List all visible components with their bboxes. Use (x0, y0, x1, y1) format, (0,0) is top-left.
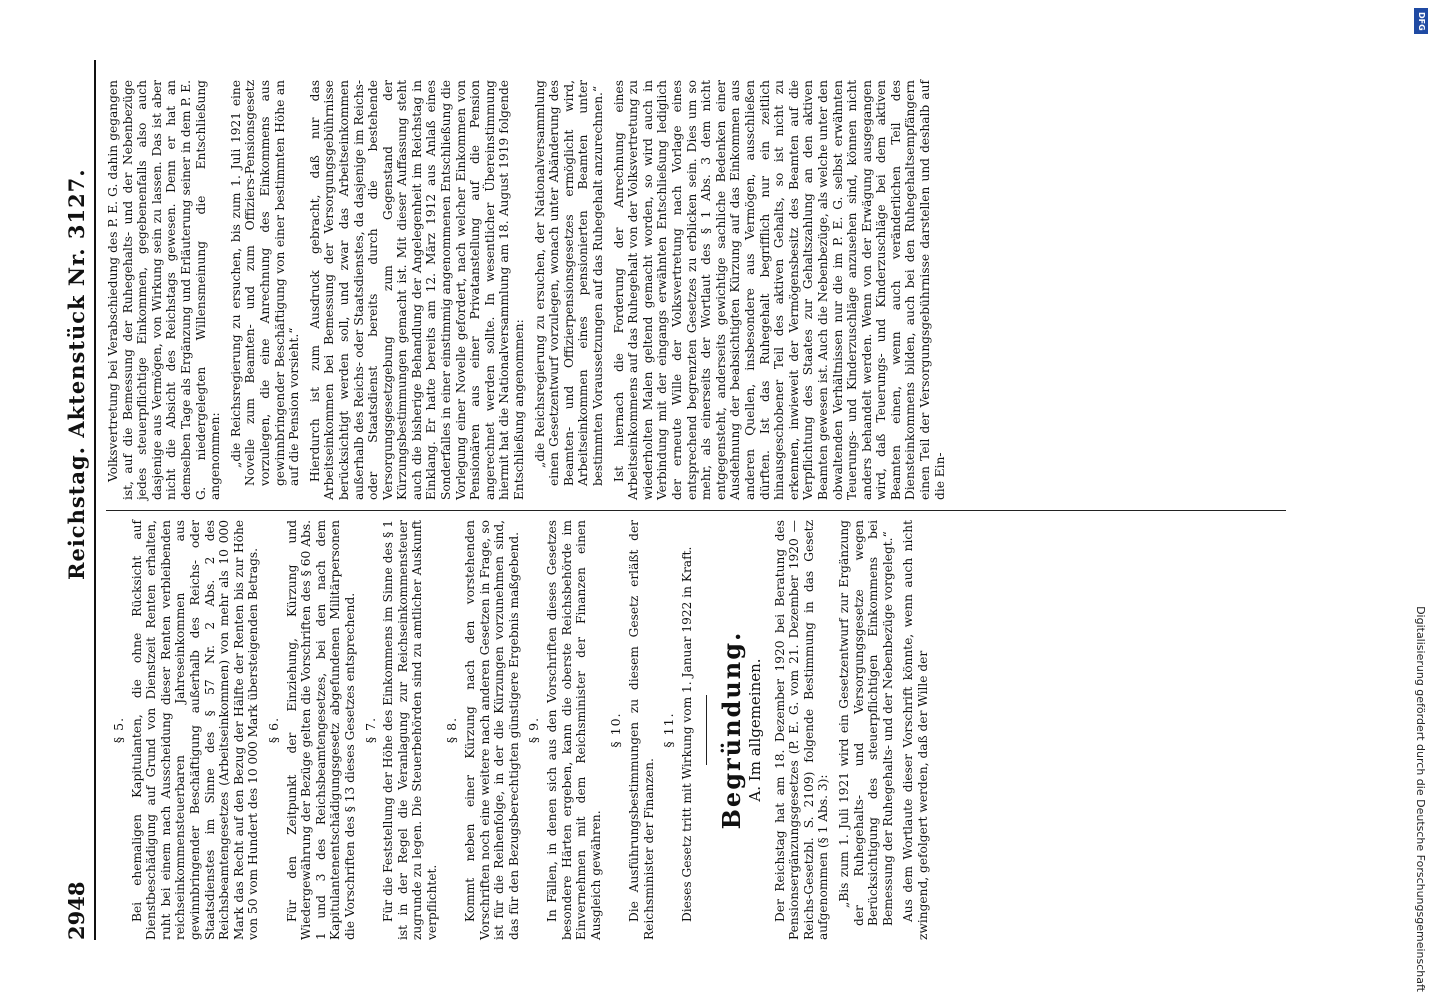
digitization-stamp (1410, 8, 1430, 992)
section-heading-7: § 7. (362, 716, 378, 744)
quote-paragraph: „die Reichsregierung zu ersuchen, bis zum 1. Juli 1921 eine Novelle zum Beamten- und zum Offiziers-Pensionsgesetz vorzulegen, die eine Anrechnung des Einkommens aus gewinnbringender Beschäftigung von einer bestimmten Höhe an auf die Pension vorsieht.“ (228, 80, 302, 486)
quote-paragraph: „Bis zum 1. Juli 1921 wird ein Gesetzentwurf zur Ergänzung der Ruhegehalts- und Versorgungsgesetze wegen Berücksichtigung des steuerpflichtigen Einkommens bei Bemessung der Ruhegehalts- und der Nebenbezüge vorgelegt.“ (836, 520, 895, 926)
section-text-11: Dieses Gesetz tritt mit Wirkung vom 1. Januar 1922 in Kraft. (679, 546, 694, 922)
section-text-8: Kommt neben einer Kürzung nach den vorstehenden Vorschriften noch eine weitere nach anderen Gesetzen in Frage, so ist für die Reihenfolge, in der die Kürzungen vorzunehmen sind, das für den Bezugsberechtigten günstigere Ergebnis maßgebend. (463, 520, 521, 940)
body-paragraph: Volksvertretung bei Verabschiedung des P. E. G. dahin gegangen ist, auf die Bemessung der Ruhegehalts- und der Nebenbezüge jedes steuerpflichtige Einkommen, gegebenenfalls also auch dasjenige aus Vermögen, von Wirkung sein zu lassen. Das ist aber nicht die Absicht des Reichstags gewesen. Denn er hat an demselben Tage als Ergänzung und Erläuterung seiner in dem P. E. G. niedergelegten Willensmeinung die Entschließung angenommen: (106, 80, 223, 500)
body-paragraph: Der Reichstag hat am 18. Dezember 1920 bei Beratung des Pensionsergänzungsgesetzes (P. E. G. vom 21. Dezember 1920 — Reichs-Gesetzbl. S. 2109) folgende Bestimmung in das Gesetz aufgenommen (§ 1 Abs. 3): (772, 520, 831, 940)
document-sheet (60, 60, 1350, 940)
section-title: Begründung. (717, 630, 747, 830)
body-paragraph: Hierdurch ist zum Ausdruck gebracht, daß nur das Arbeitseinkommen bei Bemessung der Versorgungsgebührnisse berücksichtigt werden soll, und zwar das Arbeitseinkommen außerhalb des Reichs- oder Staatsdienstes, da dasjenige im Reichs- oder Staatsdienst bereits durch die bestehende Versorgungsgesetzgebung zum Gegenstand der Kürzungsbestimmungen gemacht ist. Mit dieser Auffassung steht auch die bisherige Behandlung der Angelegenheit im Reichstag in Einklang. Er hatte bereits am 12. März 1912 aus Anlaß eines Sonderfalles in einer einstimmig angenommenen Entschließung die Vorlegung einer Novelle gefordert, nach welcher Einkommen von Pensionären aus einer Privatanstellung auf die Pension angerechnet werden sollte. In wesentlicher Übereinstimmung hiermit hat die Nationalversammlung am 18. August 1919 folgende Entschließung angenommen: (307, 80, 527, 500)
running-head (60, 60, 96, 940)
page-number: 2948 (64, 881, 89, 940)
subsection-title: A. Im allgemeinen. (745, 658, 764, 802)
section-heading-6: § 6. (265, 716, 281, 744)
section-heading-9: § 9. (526, 716, 542, 744)
section-heading-11: § 11. (661, 712, 677, 748)
section-text-7: Für die Feststellung der Höhe des Einkommens im Sinne des § 1 ist in der Regel die Veranlagung zur Reichseinkommensteuer zugrunde zu legen. Die Steuerbehörden sind zu amtlicher Auskunft verpflichtet. (381, 520, 439, 940)
dfg-logo: DFG (1414, 8, 1428, 34)
divider (706, 695, 707, 765)
section-text-5: Bei ehemaligen Kapitulanten, die ohne Rücksicht auf Dienstbeschädigung auf Grund von Dienstzeit Renten erhalten, ruht bei einem nach Ausscheidung dieser Renten verbleibenden reichseinkommensteuerbaren Jahreseinkommen aus gewinnbringender Beschäftigung außerhalb des Reichs- oder Staatsdienstes im Sinne des § 57 Nr. 2 Abs. 2 des Reichsbeamtengesetzes (Arbeitseinkommen) von mehr als 10 000 Mark das Recht auf den Bezug der Hälfte der Renten bis zur Höhe von 50 vom Hundert des 10 000 Mark übersteigenden Betrags. (129, 520, 261, 940)
section-heading-8: § 8. (444, 716, 460, 744)
document-title: Reichstag. Aktenstück Nr. 3127. (64, 168, 89, 580)
right-column (106, 80, 953, 500)
body-paragraph: Ist hiernach die Forderung der Anrechnung eines Arbeitseinkommens auf das Ruhegehalt von der Volksvertretung zu wiederholten Malen geltend gemacht worden, so wird auch in Verbindung mit der eingangs erwähnten Entschließung lediglich der erneute Wille der Volksvertretung nach Vorlage eines entsprechend begrenzten Gesetzes zu erblicken sein. Dies um so mehr, als einerseits der Wortlaut des § 1 Abs. 3 dem nicht entgegensteht, anderseits gewichtige sachliche Bedenken einer Ausdehnung der beabsichtigten Kürzung auf das Einkommen aus anderen Quellen, insbesondere aus Vermögen, ausschließen dürften. Ist das Ruhegehalt begrifflich nur ein zeitlich hinausgeschobener Teil des aktiven Gehalts, so ist nicht zu erkennen, inwieweit der Vermögensbesitz des Beamten auf die Verpflichtung des Staates zur Gehaltszahlung an den aktiven Beamten gewesen ist. Auch die Nebenbezüge, als welche unter den obwaltenden Verhältnissen nur die im P. E. G. selbst erwähnten Teuerungs- und Kinderzuschläge anzusehen sind, können nicht anders behandelt werden. Wenn von der Erwägung ausgegangen wird, daß Teuerungs- und Kinderzuschläge bei dem aktiven Beamten einen, wenn auch veränderlichen Teil des Diensteinkommens bilden, auch bei den Ruhegehaltsempfängern einen Teil der Versorgungsgebührnisse darstellen und deshalb auf die Ein- (611, 80, 947, 500)
section-heading-10: § 10. (608, 712, 624, 748)
column-divider (106, 510, 1286, 511)
digitization-note: Digitalisierung gefördert durch die Deutsche Forschungsgemeinschaft (1414, 606, 1427, 992)
body-paragraph: Aus dem Wortlaute dieser Vorschrift könnte, wenn auch nicht zwingend, gefolgert werden, daß der Wille der (901, 520, 930, 940)
left-column (106, 520, 937, 940)
section-heading-5: § 5. (111, 716, 126, 744)
section-text-10: Die Ausführungsbestimmungen zu diesem Gesetz erläßt der Reichsminister der Finanzen. (627, 520, 656, 940)
section-text-6: Für den Zeitpunkt der Einziehung, Kürzung und Wiedergewährung der Bezüge gelten die Vorschriften des § 60 Abs. 1 und 3 des Reichsbeamtengesetzes, bei den nach dem Kapitulantenentschädigungsgesetz abgefundenen Militärpersonen die Vorschriften des § 13 dieses Gesetzes entsprechend. (284, 520, 357, 940)
section-text-9: In Fällen, in denen sich aus den Vorschriften dieses Gesetzes besondere Härten ergeben, kann die oberste Reichsbehörde im Einvernehmen mit dem Reichsminister der Finanzen einen Ausgleich gewähren. (545, 520, 603, 940)
quote-paragraph: „die Reichsregierung zu ersuchen, der Nationalversammlung einen Gesetzentwurf vorzulegen, wonach unter Abänderung des Beamten- und Offizierpensionsgesetzes ermöglicht wird, Arbeitseinkommen eines pensionierten Beamten unter bestimmten Voraussetzungen auf das Ruhegehalt anzurechnen.“ (532, 80, 605, 486)
